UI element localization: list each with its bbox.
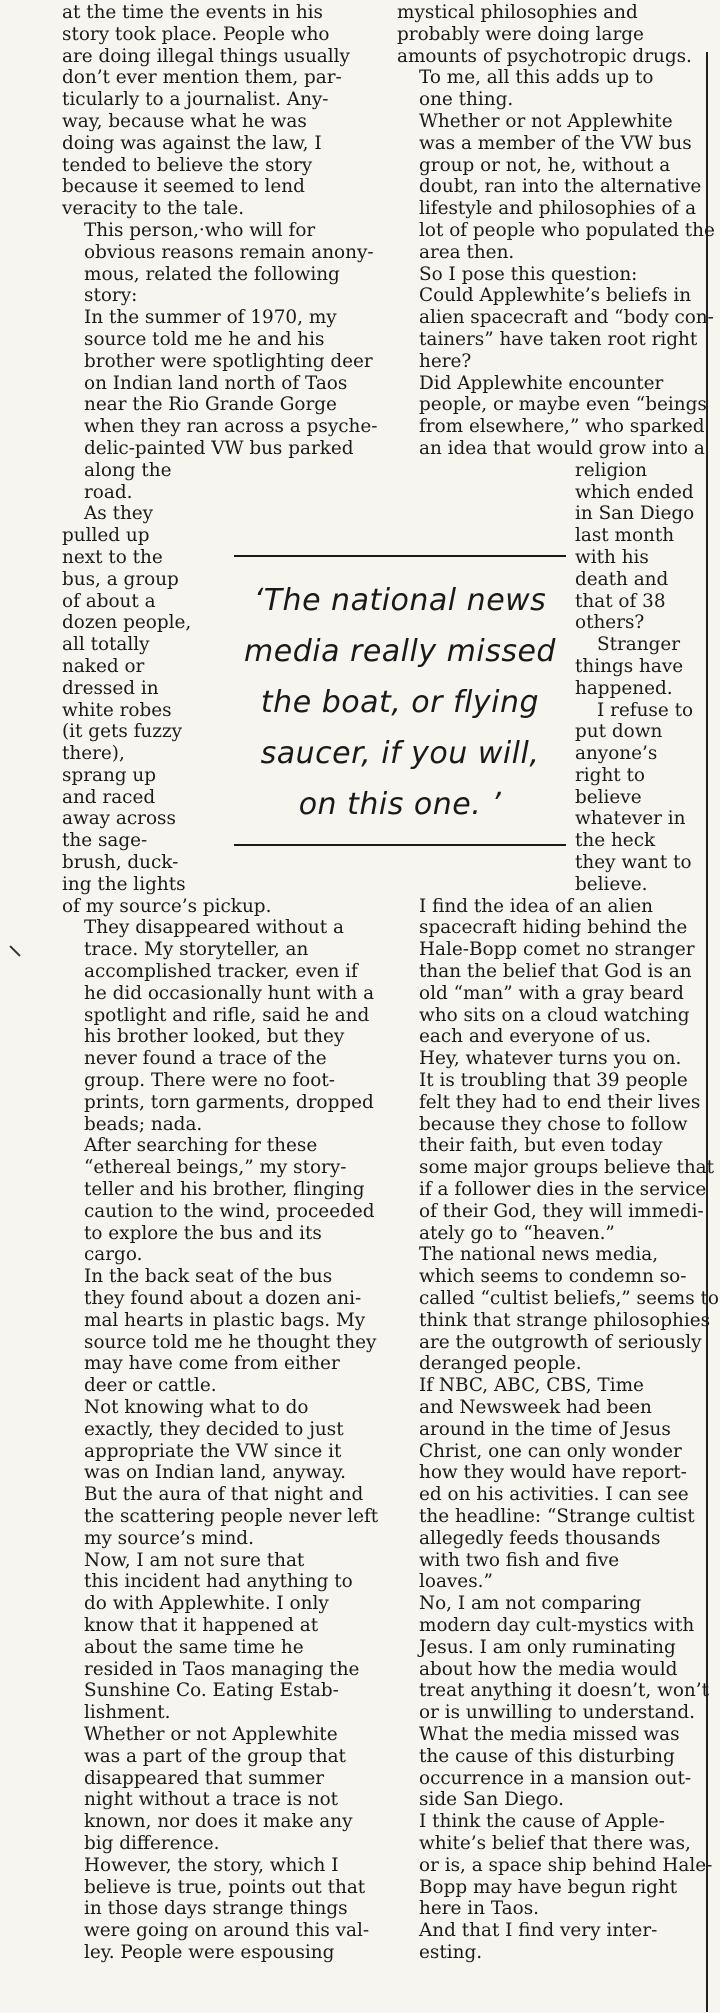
- text-line: my source’s mind.: [84, 1527, 254, 1549]
- text-line: because they chose to follow: [419, 1113, 688, 1135]
- text-line: last month: [575, 525, 675, 547]
- text-line: believe: [575, 786, 642, 808]
- text-line: “ethereal beings,” my story-: [84, 1157, 347, 1179]
- article-paragraph: [62, 220, 378, 307]
- article-paragraph: [397, 1920, 699, 1964]
- text-line: think that strange philosophies: [419, 1309, 711, 1331]
- text-line: mystical philosophies and: [397, 2, 638, 23]
- right-top-text: [397, 2, 715, 460]
- text-line: ed on his activities. I can see: [419, 1484, 689, 1506]
- text-line: in San Diego: [575, 503, 695, 525]
- text-line: one thing.: [419, 89, 514, 111]
- article-paragraph: [397, 2, 699, 67]
- right-column: [397, 2, 719, 1964]
- text-line: may have come from either: [84, 1353, 340, 1375]
- text-line: things have: [575, 655, 684, 677]
- text-line: of about a: [62, 590, 156, 612]
- text-line: (it gets fuzzy: [62, 721, 183, 743]
- text-line: amounts of psychotropic drugs.: [397, 45, 692, 67]
- text-line: brother were spotlighting deer: [84, 350, 373, 372]
- text-line: Whether or not Applewhite: [419, 110, 673, 132]
- text-line: his brother looked, but they: [84, 1026, 345, 1048]
- text-line: was a part of the group that: [84, 1745, 346, 1767]
- text-line: No, I am not comparing: [419, 1593, 642, 1615]
- text-line: deranged people.: [419, 1353, 582, 1375]
- text-line: deer or cattle.: [84, 1375, 217, 1397]
- text-line: Sunshine Co. Eating Estab-: [84, 1680, 339, 1702]
- text-line: And that I find very inter-: [419, 1920, 658, 1942]
- text-line: of my source’s pickup.: [62, 895, 272, 917]
- text-line: After searching for these: [84, 1135, 318, 1157]
- article-paragraph: [62, 1855, 378, 1964]
- text-line: in those days strange things: [84, 1898, 348, 1920]
- text-line: to explore the bus and its: [84, 1222, 322, 1244]
- text-line: how they would have report-: [419, 1462, 687, 1484]
- text-line: others?: [575, 612, 645, 634]
- text-line: cargo.: [84, 1244, 143, 1266]
- text-line: alien spacecraft and “body con-: [419, 307, 714, 329]
- text-line: the cause of this disturbing: [419, 1745, 675, 1767]
- text-line: away across: [62, 808, 176, 830]
- text-line: trace. My storyteller, an: [84, 939, 309, 961]
- text-line: ley. People were espousing: [84, 1941, 335, 1963]
- text-line: put down: [575, 721, 663, 743]
- text-line: caution to the wind, proceeded: [84, 1200, 375, 1222]
- pull-quote: [230, 555, 570, 875]
- pull-quote-text: [230, 557, 570, 844]
- text-line: teller and his brother, flinging: [84, 1179, 365, 1201]
- text-line: To me, all this adds up to: [419, 67, 654, 89]
- text-line: delic-painted VW bus parked: [84, 437, 354, 459]
- text-line: at the time the events in his: [62, 2, 323, 23]
- text-line: of their God, they will immedi-: [419, 1200, 704, 1222]
- text-line: all totally: [62, 634, 150, 656]
- text-line: death and: [575, 568, 669, 590]
- left-bottom-text: [62, 917, 378, 1963]
- right-bottom-text: [397, 895, 719, 1964]
- text-line: or is, a space ship behind Hale-: [419, 1854, 713, 1876]
- text-line: do with Applewhite. I only: [84, 1593, 329, 1615]
- text-line: or is unwilling to understand.: [419, 1702, 695, 1724]
- text-line: ticularly to a journalist. Any-: [62, 89, 329, 111]
- text-line: around in the time of Jesus: [419, 1418, 671, 1440]
- article-paragraph: [62, 1135, 378, 1266]
- text-line: religion: [575, 459, 648, 481]
- text-line: some major groups believe that: [419, 1157, 715, 1179]
- article-paragraph: [397, 1811, 713, 1920]
- text-line: ing the lights: [62, 873, 186, 895]
- text-line: never found a trace of the: [84, 1048, 327, 1070]
- text-line: In the back seat of the bus: [84, 1266, 333, 1288]
- text-line: big difference.: [84, 1832, 220, 1854]
- text-line: lifestyle and philosophies of a: [419, 198, 697, 220]
- text-line: this incident had anything to: [84, 1571, 353, 1593]
- text-line: spacecraft hiding behind the: [419, 917, 688, 939]
- pull-quote-line: media really missed: [244, 634, 556, 669]
- text-line: white robes: [62, 699, 172, 721]
- article-paragraph: [397, 1244, 719, 1375]
- text-line: tainers” have taken root right: [419, 328, 698, 350]
- text-line: than the belief that God is an: [419, 961, 692, 983]
- right-narrow-text: [575, 460, 699, 896]
- text-line: dozen people,: [62, 612, 192, 634]
- text-line: mous, related the following: [84, 263, 340, 285]
- text-line: pulled up: [62, 525, 150, 547]
- pull-quote-bottom-rule: [234, 844, 566, 846]
- article-paragraph: [62, 1397, 378, 1550]
- left-top-text: [62, 2, 378, 503]
- text-line: right to: [575, 764, 645, 786]
- text-line: accomplished tracker, even if: [84, 961, 358, 983]
- article-paragraph: [397, 372, 707, 460]
- text-line: bus, a group: [62, 568, 179, 590]
- text-line: near the Rio Grande Gorge: [84, 394, 337, 416]
- text-line: whatever in: [575, 808, 686, 830]
- text-line: Did Applewhite encounter: [419, 372, 664, 394]
- article-paragraph: [397, 110, 715, 264]
- text-line: brush, duck-: [62, 852, 179, 874]
- text-line: known, nor does it make any: [84, 1811, 353, 1833]
- text-line: Could Applewhite’s beliefs in: [419, 285, 692, 307]
- text-line: exactly, they decided to just: [84, 1418, 344, 1440]
- text-line: next to the: [62, 546, 163, 568]
- text-line: Bopp may have begun right: [419, 1876, 678, 1898]
- text-line: Christ, one can only wonder: [419, 1440, 682, 1462]
- text-line: road.: [84, 481, 133, 503]
- text-line: I think the cause of Apple-: [419, 1811, 665, 1833]
- text-line: occurrence in a mansion out-: [419, 1767, 692, 1789]
- text-line: believe is true, points out that: [84, 1876, 366, 1898]
- text-line: doing was against the law, I: [62, 132, 322, 154]
- text-line: when they ran across a psyche-: [84, 416, 378, 438]
- text-line: The national news media,: [419, 1244, 659, 1266]
- text-line: are doing illegal things usually: [62, 45, 350, 67]
- text-line: loaves.”: [419, 1571, 493, 1593]
- text-line: group. There were no foot-: [84, 1070, 335, 1092]
- text-line: But the aura of that night and: [84, 1484, 364, 1506]
- text-line: Now, I am not sure that: [84, 1549, 305, 1571]
- text-line: esting.: [419, 1941, 483, 1963]
- text-line: on Indian land north of Taos: [84, 372, 348, 394]
- text-line: don’t ever mention them, par-: [62, 67, 342, 89]
- text-line: and raced: [62, 786, 156, 808]
- text-line: I find the idea of an alien: [419, 895, 653, 917]
- text-line: Stranger: [597, 634, 681, 656]
- text-line: Whether or not Applewhite: [84, 1723, 338, 1745]
- text-line: which seems to condemn so-: [419, 1266, 687, 1288]
- article-paragraph: [397, 263, 714, 373]
- text-line: source told me he thought they: [84, 1331, 377, 1353]
- text-line: So I pose this question:: [419, 263, 638, 285]
- article-paragraph: [62, 307, 378, 503]
- article-paragraph: [397, 1070, 715, 1244]
- text-line: because it seemed to lend: [62, 176, 305, 198]
- text-line: treat anything it doesn’t, won’t: [419, 1680, 709, 1702]
- text-line: However, the story, which I: [84, 1854, 339, 1876]
- text-line: their faith, but even today: [419, 1135, 663, 1157]
- text-line: who sits on a cloud watching: [419, 1004, 690, 1026]
- text-line: there),: [62, 743, 125, 765]
- text-line: probably were doing large: [397, 23, 644, 45]
- text-line: here?: [419, 350, 472, 372]
- text-line: they want to: [575, 852, 692, 874]
- article-paragraph: [397, 67, 699, 111]
- text-line: he did occasionally hunt with a: [84, 982, 375, 1004]
- text-line: they found about a dozen ani-: [84, 1288, 362, 1310]
- text-line: disappeared that summer: [84, 1767, 325, 1789]
- text-line: naked or: [62, 655, 145, 677]
- article-paragraph: [62, 917, 378, 1135]
- text-line: was on Indian land, anyway.: [84, 1462, 347, 1484]
- pull-quote-line: the boat, or flying: [260, 685, 540, 720]
- article-paragraph: [397, 896, 699, 1049]
- text-line: obvious reasons remain anony-: [84, 241, 374, 263]
- text-line: lishment.: [84, 1702, 171, 1724]
- article-paragraph: [62, 1550, 378, 1724]
- text-line: each and everyone of us.: [419, 1026, 652, 1048]
- text-line: old “man” with a gray beard: [419, 982, 684, 1004]
- text-line: sprang up: [62, 764, 157, 786]
- text-line: the sage-: [62, 830, 148, 852]
- text-line: was a member of the VW bus: [419, 132, 692, 154]
- text-line: here in Taos.: [419, 1898, 539, 1920]
- text-line: people, or maybe even “beings: [419, 394, 707, 416]
- text-line: tended to believe the story: [62, 154, 313, 176]
- article-paragraph: [62, 2, 378, 220]
- text-line: mal hearts in plastic bags. My: [84, 1309, 366, 1331]
- text-line: believe.: [575, 873, 648, 895]
- stray-mark: [9, 945, 20, 956]
- text-line: ately go to “heaven.”: [419, 1222, 615, 1244]
- text-line: beads; nada.: [84, 1113, 203, 1135]
- text-line: about how the media would: [419, 1658, 678, 1680]
- text-line: area then.: [419, 241, 515, 263]
- text-line: Not knowing what to do: [84, 1397, 309, 1418]
- text-line: If NBC, ABC, CBS, Time: [419, 1375, 644, 1397]
- article-paragraph: [397, 1048, 699, 1070]
- article-paragraph: [397, 1375, 699, 1593]
- article-paragraph: [397, 1724, 699, 1811]
- text-line: side San Diego.: [419, 1789, 564, 1811]
- text-line: white’s belief that there was,: [419, 1832, 691, 1854]
- text-line: modern day cult-mystics with: [419, 1614, 695, 1636]
- text-line: know that it happened at: [84, 1614, 319, 1636]
- text-line: story took place. People who: [62, 23, 330, 45]
- text-line: resided in Taos managing the: [84, 1658, 360, 1680]
- text-line: prints, torn garments, dropped: [84, 1091, 374, 1113]
- text-line: spotlight and rifle, said he and: [84, 1004, 370, 1026]
- text-line: way, because what he was: [62, 110, 307, 132]
- text-line: story:: [84, 285, 138, 307]
- text-line: the scattering people never left: [84, 1505, 379, 1527]
- text-line: anyone’s: [575, 743, 658, 765]
- text-line: the heck: [575, 830, 656, 852]
- text-line: appropriate the VW since it: [84, 1440, 342, 1462]
- text-line: They disappeared without a: [84, 917, 344, 939]
- text-line: lot of people who populated the: [419, 219, 715, 241]
- text-line: the headline: “Strange cultist: [419, 1505, 695, 1527]
- text-line: Hey, whatever turns you on.: [419, 1048, 682, 1070]
- text-line: called “cultist beliefs,” seems to: [419, 1288, 719, 1310]
- text-line: happened.: [575, 677, 673, 699]
- text-line: This person,·who will for: [84, 219, 316, 241]
- text-line: felt they had to end their lives: [419, 1091, 701, 1113]
- text-line: As they: [84, 503, 154, 525]
- text-line: if a follower dies in the service: [419, 1179, 707, 1201]
- text-line: with two fish and five: [419, 1549, 620, 1571]
- text-line: from elsewhere,” who sparked: [419, 416, 705, 438]
- text-line: about the same time he: [84, 1636, 304, 1658]
- left-column: [62, 2, 378, 1964]
- text-line: veracity to the tale.: [62, 198, 245, 220]
- text-line: source told me he and his: [84, 328, 325, 350]
- text-line: doubt, ran into the alternative: [419, 176, 702, 198]
- text-line: night without a trace is not: [84, 1789, 339, 1811]
- column-rule: [706, 52, 708, 2012]
- text-line: Hale-Bopp comet no stranger: [419, 939, 695, 961]
- text-line: that of 38: [575, 590, 666, 612]
- text-line: dressed in: [62, 677, 159, 699]
- text-line: and Newsweek had been: [419, 1397, 652, 1418]
- article-paragraph: [62, 1724, 378, 1855]
- pull-quote-line: saucer, if you will,: [260, 736, 540, 771]
- pull-quote-line: ‘The national news: [253, 583, 547, 618]
- text-line: are the outgrowth of seriously: [419, 1331, 702, 1353]
- text-line: with his: [575, 546, 649, 568]
- text-line: group or not, he, without a: [419, 154, 671, 176]
- text-line: an idea that would grow into a: [419, 437, 705, 459]
- text-line: which ended: [575, 481, 694, 503]
- text-line: Jesus. I am only ruminating: [419, 1636, 676, 1658]
- text-line: What the media missed was: [419, 1723, 680, 1745]
- text-line: It is troubling that 39 people: [419, 1070, 688, 1092]
- article-paragraph: [62, 1266, 378, 1397]
- text-line: along the: [84, 459, 172, 481]
- left-narrow-text: [62, 503, 272, 917]
- text-line: were going on around this val-: [84, 1920, 370, 1942]
- text-line: allegedly feeds thousands: [419, 1527, 661, 1549]
- pull-quote-line: on this one. ’: [298, 787, 502, 822]
- text-line: In the summer of 1970, my: [84, 307, 337, 329]
- article-paragraph: [397, 1593, 709, 1724]
- text-line: I refuse to: [597, 699, 694, 721]
